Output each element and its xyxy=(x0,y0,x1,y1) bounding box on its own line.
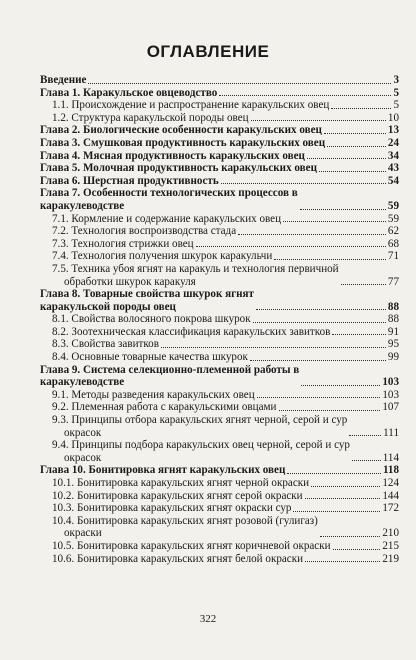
toc-entry-page: 95 xyxy=(387,338,399,351)
toc-entry-title: 8.4. Основные товарные качества шкурок xyxy=(52,351,248,364)
toc-entry-page: 43 xyxy=(387,162,399,175)
toc-section-entry xyxy=(40,238,399,251)
toc-entry-title: Глава 10. Бонитировка ягнят каракульских овец xyxy=(40,464,286,477)
dot-leader xyxy=(250,360,386,361)
toc-section-entry xyxy=(40,326,399,339)
toc-entry-page: 210 xyxy=(382,527,399,540)
dot-leader xyxy=(305,561,380,562)
dot-leader xyxy=(332,334,386,335)
toc-entry-title: 7.1. Кормление и содержание каракульских овец xyxy=(52,212,282,225)
toc-entry-page: 88 xyxy=(387,300,399,313)
dot-leader xyxy=(341,284,386,285)
toc-entry-title: Глава 1. Каракульское овцеводство xyxy=(40,86,218,99)
toc-entry-page: 118 xyxy=(382,464,399,477)
toc-entry-page: 114 xyxy=(382,451,399,464)
dot-leader xyxy=(274,259,386,260)
page-number: 322 xyxy=(199,613,217,625)
toc-entry-title: Глава 4. Мясная продуктивность каракульских овец xyxy=(40,149,305,162)
dot-leader xyxy=(283,221,386,222)
toc-entry-title: 7.2. Технология воспроизводства стада xyxy=(52,225,237,238)
dot-leader xyxy=(238,234,386,235)
toc-entry-page: 215 xyxy=(382,539,399,552)
toc-section-entry xyxy=(40,351,399,364)
dot-leader xyxy=(88,83,391,84)
dot-leader xyxy=(257,397,381,398)
toc-entry-page: 144 xyxy=(382,489,399,502)
toc-entry-title: Глава 8. Товарные свойства шкурок ягнят каракульской породы овец xyxy=(40,288,254,313)
toc-chapter-entry xyxy=(40,74,399,87)
toc-entry-page: 59 xyxy=(387,212,399,225)
dot-leader xyxy=(333,549,381,550)
toc-chapter-entry xyxy=(40,87,399,100)
page-title: ОГЛАВЛЕНИЕ xyxy=(146,42,270,61)
toc-entry-page: 172 xyxy=(382,502,399,515)
dot-leader xyxy=(331,108,391,109)
dot-leader xyxy=(320,536,380,537)
dot-leader xyxy=(307,158,386,159)
dot-leader xyxy=(319,171,386,172)
toc-entry-title: Глава 3. Смушковая продуктивность каракульских овец xyxy=(40,136,326,149)
toc-entry-title: 1.1. Происхождение и распространение каракульских овец xyxy=(52,99,330,112)
toc-entry-title: 1.2. Структура каракульской породы овец xyxy=(52,111,249,124)
toc-section-entry xyxy=(40,515,399,540)
toc-entry-title: Глава 6. Шерстная продуктивность xyxy=(40,174,219,187)
toc-entry-page: 10 xyxy=(387,111,399,124)
toc-section-entry xyxy=(40,414,399,439)
toc-chapter-entry xyxy=(40,364,399,389)
toc-entry-title: 7.4. Технология получения шкурок каракульчи xyxy=(52,250,273,263)
toc-entry-title: 10.1. Бонитировка каракульских ягнят черной окраски xyxy=(52,477,310,489)
toc-entry-page: 91 xyxy=(387,325,399,338)
toc-entry-title: Глава 2. Биологические особенности каракульских овец xyxy=(40,124,322,137)
toc-section-entry xyxy=(40,338,399,351)
toc-entry-page: 77 xyxy=(387,275,399,288)
dot-leader xyxy=(327,146,386,147)
dot-leader xyxy=(279,410,381,411)
toc-entry-page: 59 xyxy=(387,199,399,212)
toc-entry-page: 24 xyxy=(387,136,399,149)
toc-entry-title: 9.3. Принципы отбора каракульских ягнят черной, серой и сур окрасок xyxy=(52,414,348,439)
dot-leader xyxy=(196,246,386,247)
toc-entry-page: 107 xyxy=(382,401,399,414)
toc-section-entry xyxy=(40,389,399,402)
dot-leader xyxy=(311,486,380,487)
toc-chapter-entry xyxy=(40,162,399,175)
toc-entry-page: 88 xyxy=(387,313,399,326)
toc-section-entry xyxy=(40,490,399,503)
dot-leader xyxy=(287,473,381,474)
toc-entry-title: 7.3. Технология стрижки овец xyxy=(52,237,194,250)
toc-entry-title: 10.3. Бонитировка каракульских ягнят окраски сур xyxy=(52,502,292,515)
toc-section-entry xyxy=(40,250,399,263)
toc-section-entry xyxy=(40,225,399,238)
toc-section-entry xyxy=(40,99,399,112)
toc-entry-page: 103 xyxy=(382,376,399,389)
toc-chapter-entry xyxy=(40,124,399,137)
toc-entry-page: 62 xyxy=(387,225,399,238)
toc-entry-page: 5 xyxy=(393,99,399,112)
toc-entry-title: 9.4. Принципы подбора каракульских овец черной, серой и сур окрасок xyxy=(52,439,350,464)
dot-leader xyxy=(324,133,386,134)
toc-entry-page: 124 xyxy=(382,477,399,489)
dot-leader xyxy=(305,498,381,499)
toc-entry-title: 8.3. Свойства завитков xyxy=(52,338,159,351)
toc-entry-title: 7.5. Техника убоя ягнят на каракуль и технология первичной обработки шкурок каракуля xyxy=(52,262,339,288)
toc-entry-title: 8.2. Зоотехническая классификация каракульских завитков xyxy=(52,325,331,338)
toc-chapter-entry xyxy=(40,288,399,313)
toc-section-entry xyxy=(40,502,399,515)
toc-entry-page: 34 xyxy=(387,149,399,162)
toc-entry-page: 5 xyxy=(393,86,399,99)
toc-entry-page: 13 xyxy=(387,124,399,137)
toc-entry-page: 71 xyxy=(387,250,399,263)
toc-section-entry xyxy=(40,401,399,414)
toc-entry-page: 99 xyxy=(387,351,399,364)
toc-section-entry xyxy=(40,439,399,464)
dot-leader xyxy=(349,435,381,436)
toc-entry-title: 10.5. Бонитировка каракульских ягнят коричневой окраски xyxy=(52,539,331,552)
dot-leader xyxy=(301,385,380,386)
toc-entry-title: Глава 5. Молочная продуктивность каракульских овец xyxy=(40,162,317,175)
toc-entry-page: 103 xyxy=(382,388,399,401)
toc-chapter-entry xyxy=(40,175,399,188)
toc-section-entry xyxy=(40,553,399,566)
toc-entry-title: Глава 9. Система селекционно-племенной работы в каракулеводстве xyxy=(40,363,300,389)
dot-leader xyxy=(256,309,386,310)
toc-entry-page: 219 xyxy=(382,552,399,565)
dot-leader xyxy=(251,120,386,121)
toc-section-entry xyxy=(40,477,399,490)
toc-chapter-entry xyxy=(40,464,399,477)
toc-entry-title: 10.2. Бонитировка каракульских ягнят серой окраски xyxy=(52,489,303,502)
dot-leader xyxy=(253,322,386,323)
toc-entry-page: 111 xyxy=(383,426,399,439)
dot-leader xyxy=(352,460,381,461)
toc-section-entry xyxy=(40,540,399,553)
dot-leader xyxy=(293,511,380,512)
dot-leader xyxy=(219,95,391,96)
toc-entry-title: 9.2. Племенная работа с каракульскими овцами xyxy=(52,401,277,414)
table-of-contents xyxy=(40,74,399,565)
toc-section-entry xyxy=(40,263,399,288)
toc-entry-page: 68 xyxy=(387,237,399,250)
toc-entry-title: 10.6. Бонитировка каракульских ягнят белой окраски xyxy=(52,552,304,565)
dot-leader xyxy=(300,209,386,210)
toc-section-entry xyxy=(40,112,399,125)
toc-chapter-entry xyxy=(40,150,399,163)
toc-entry-title: Введение xyxy=(40,74,87,86)
toc-entry-title: 10.4. Бонитировка каракульских ягнят розовой (гулигаз) окраски xyxy=(52,514,318,540)
dot-leader xyxy=(161,347,386,348)
toc-section-entry xyxy=(40,213,399,226)
dot-leader xyxy=(221,183,386,184)
toc-chapter-entry xyxy=(40,187,399,212)
toc-section-entry xyxy=(40,313,399,326)
toc-entry-page: 3 xyxy=(393,74,399,86)
toc-entry-title: 9.1. Методы разведения каракульских овец xyxy=(52,388,255,401)
toc-entry-title: Глава 7. Особенности технологических процессов в каракулеводстве xyxy=(40,187,298,212)
toc-chapter-entry xyxy=(40,137,399,150)
toc-entry-title: 8.1. Свойства волосяного покрова шкурок xyxy=(52,313,251,326)
toc-entry-page: 54 xyxy=(387,174,399,187)
